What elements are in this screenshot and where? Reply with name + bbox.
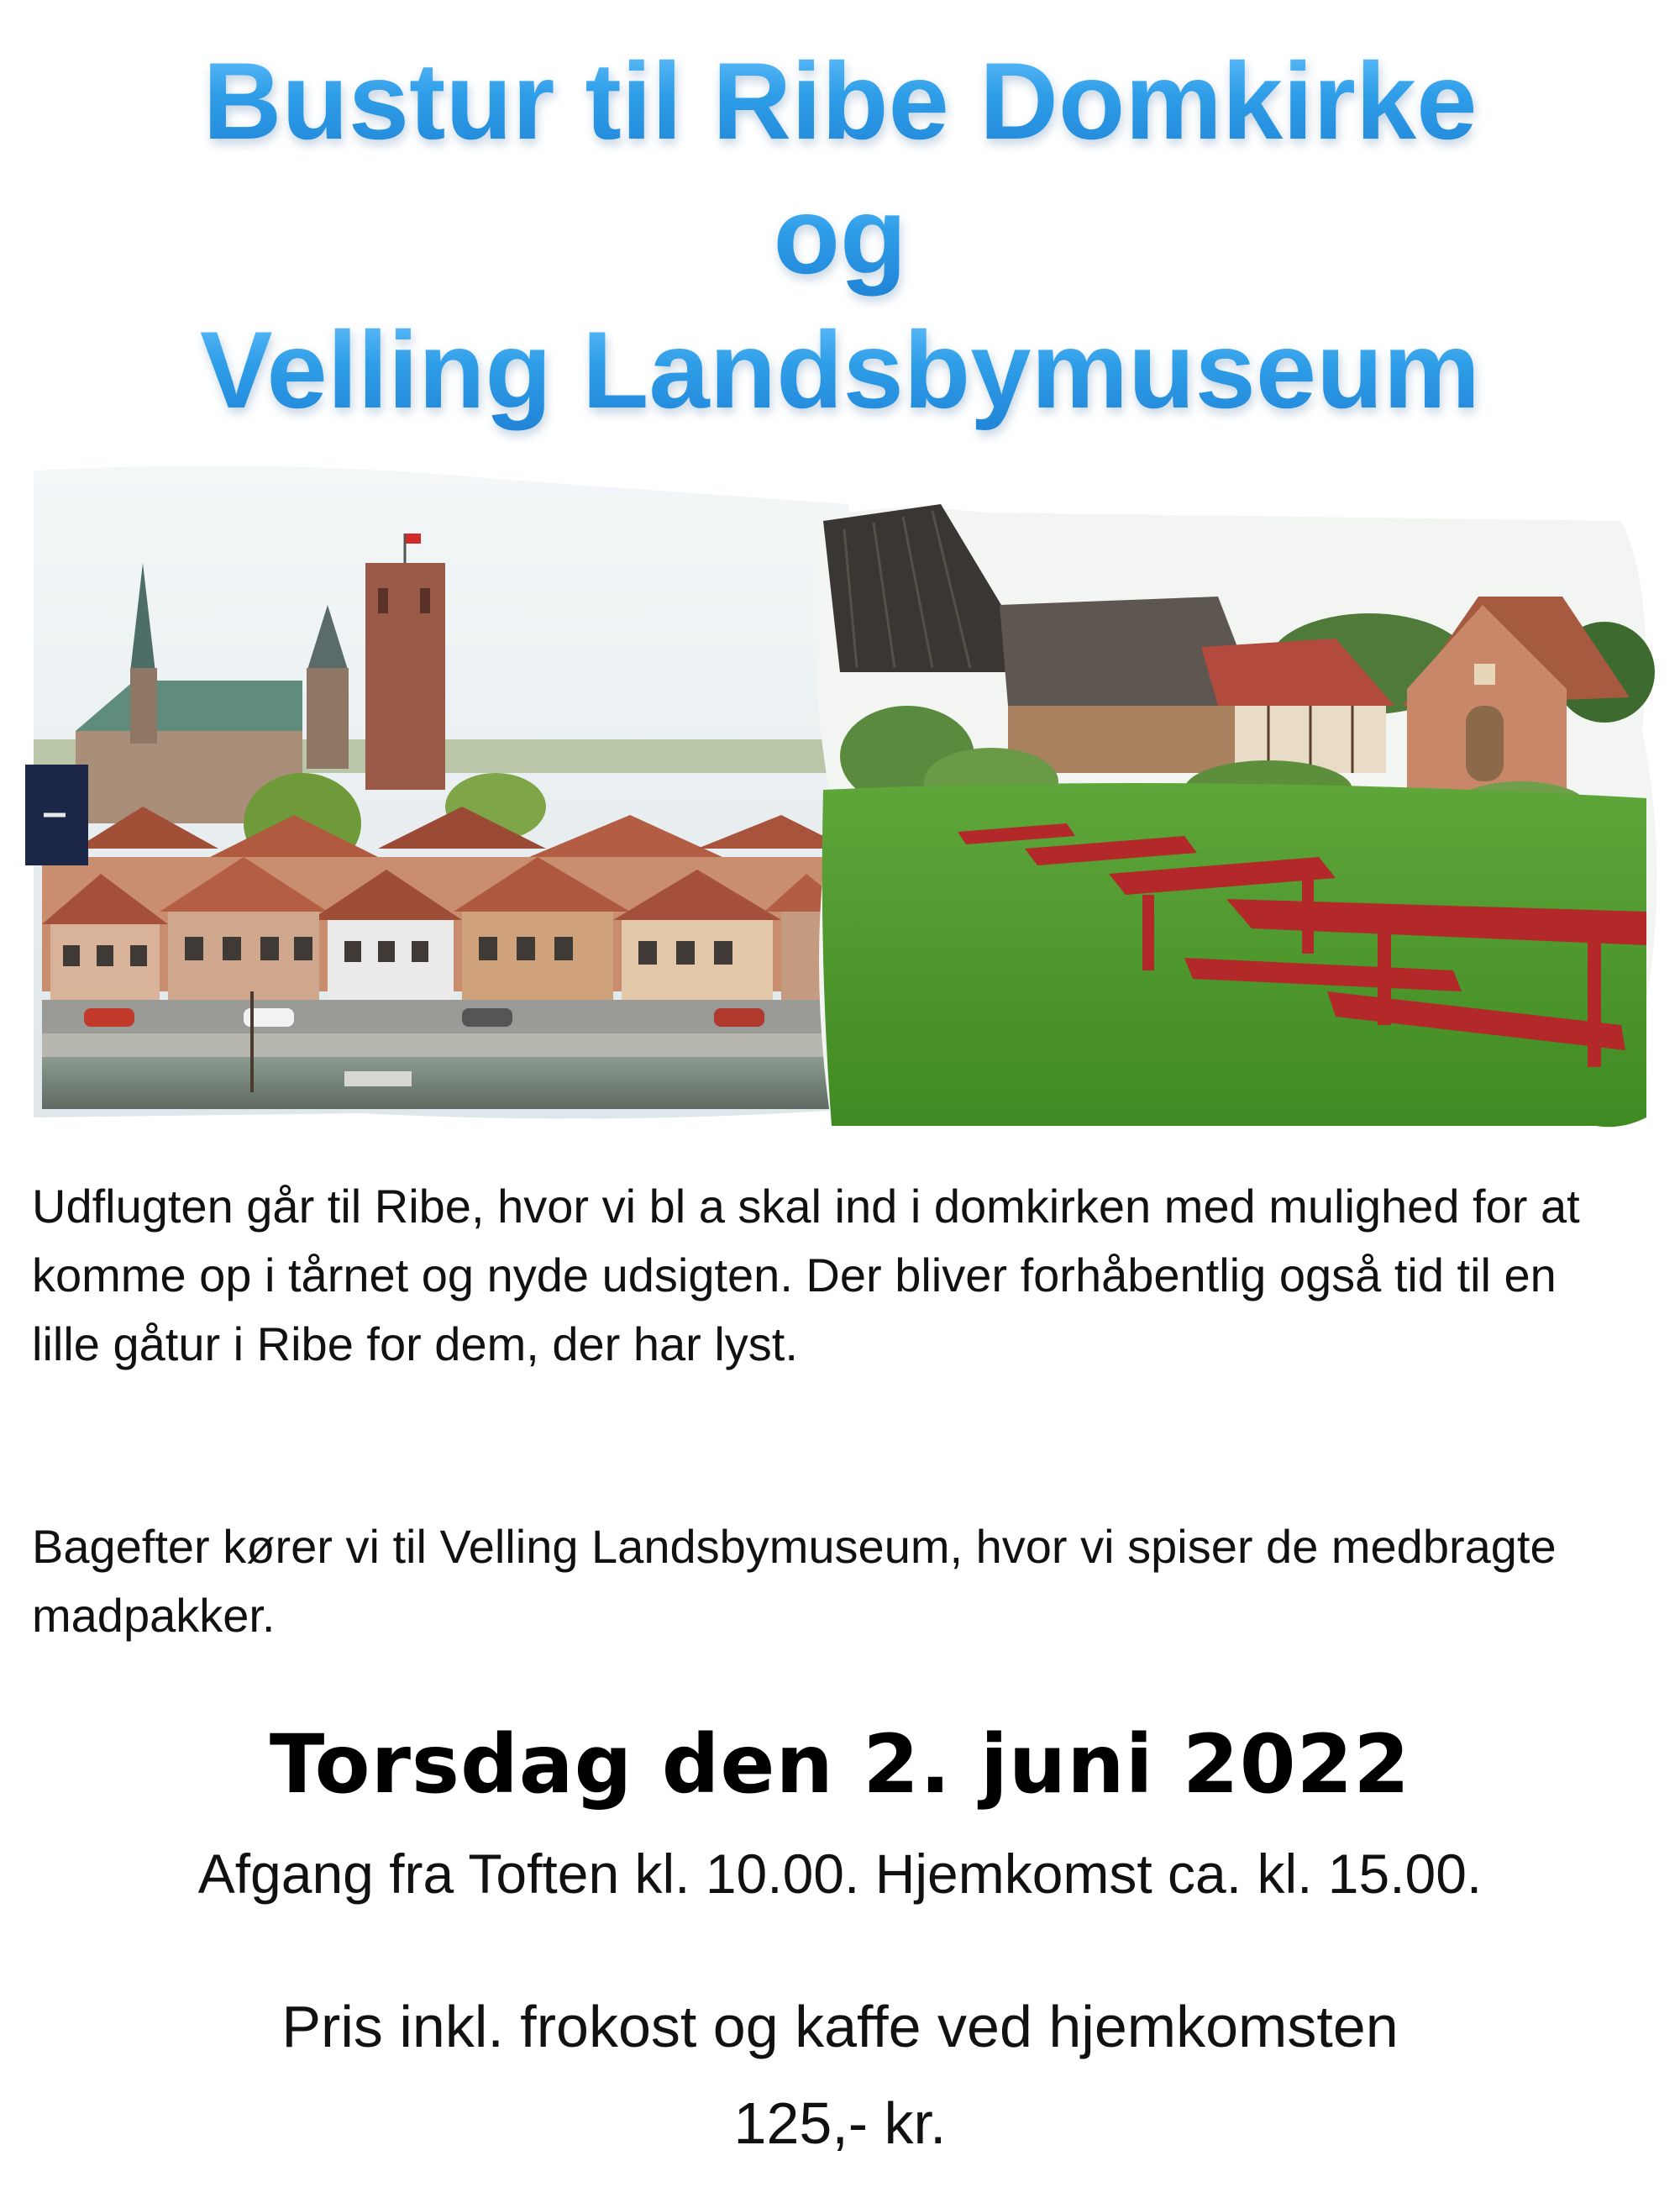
title-line-3: Velling Landsbymuseum xyxy=(0,302,1680,437)
departure-info: Afgang fra Toften kl. 10.00. Hjemkomst ca. kl. 15.00. xyxy=(197,1843,1483,1905)
poster-title xyxy=(0,34,1680,437)
event-date: Torsdag den 2. juni 2022 xyxy=(269,1717,1411,1811)
title-line-1: Bustur til Ribe Domkirke xyxy=(0,34,1680,168)
photo-collage xyxy=(25,454,1663,1151)
description-paragraph-1: Udflugten går til Ribe, hvor vi bl a skal ind i domkirken med mulighed for at komme op i tårnet og nyde udsigten. Der bliver forhåbentlig også tid til en lille gåtur i Ribe for dem, der har lyst. xyxy=(32,1180,1580,1370)
price-value: 125,- kr. xyxy=(733,2090,947,2156)
title-line-2: og xyxy=(0,168,1680,302)
description-paragraph-2: Bagefter kører vi til Velling Landsbymuseum, hvor vi spiser de medbragte madpakker. xyxy=(32,1520,1557,1642)
price-label: Pris inkl. frokost og kaffe ved hjemkomsten xyxy=(281,1994,1399,2059)
velling-village-museum-photo xyxy=(813,504,1657,1127)
ribe-cathedral-town-photo xyxy=(25,465,853,1118)
